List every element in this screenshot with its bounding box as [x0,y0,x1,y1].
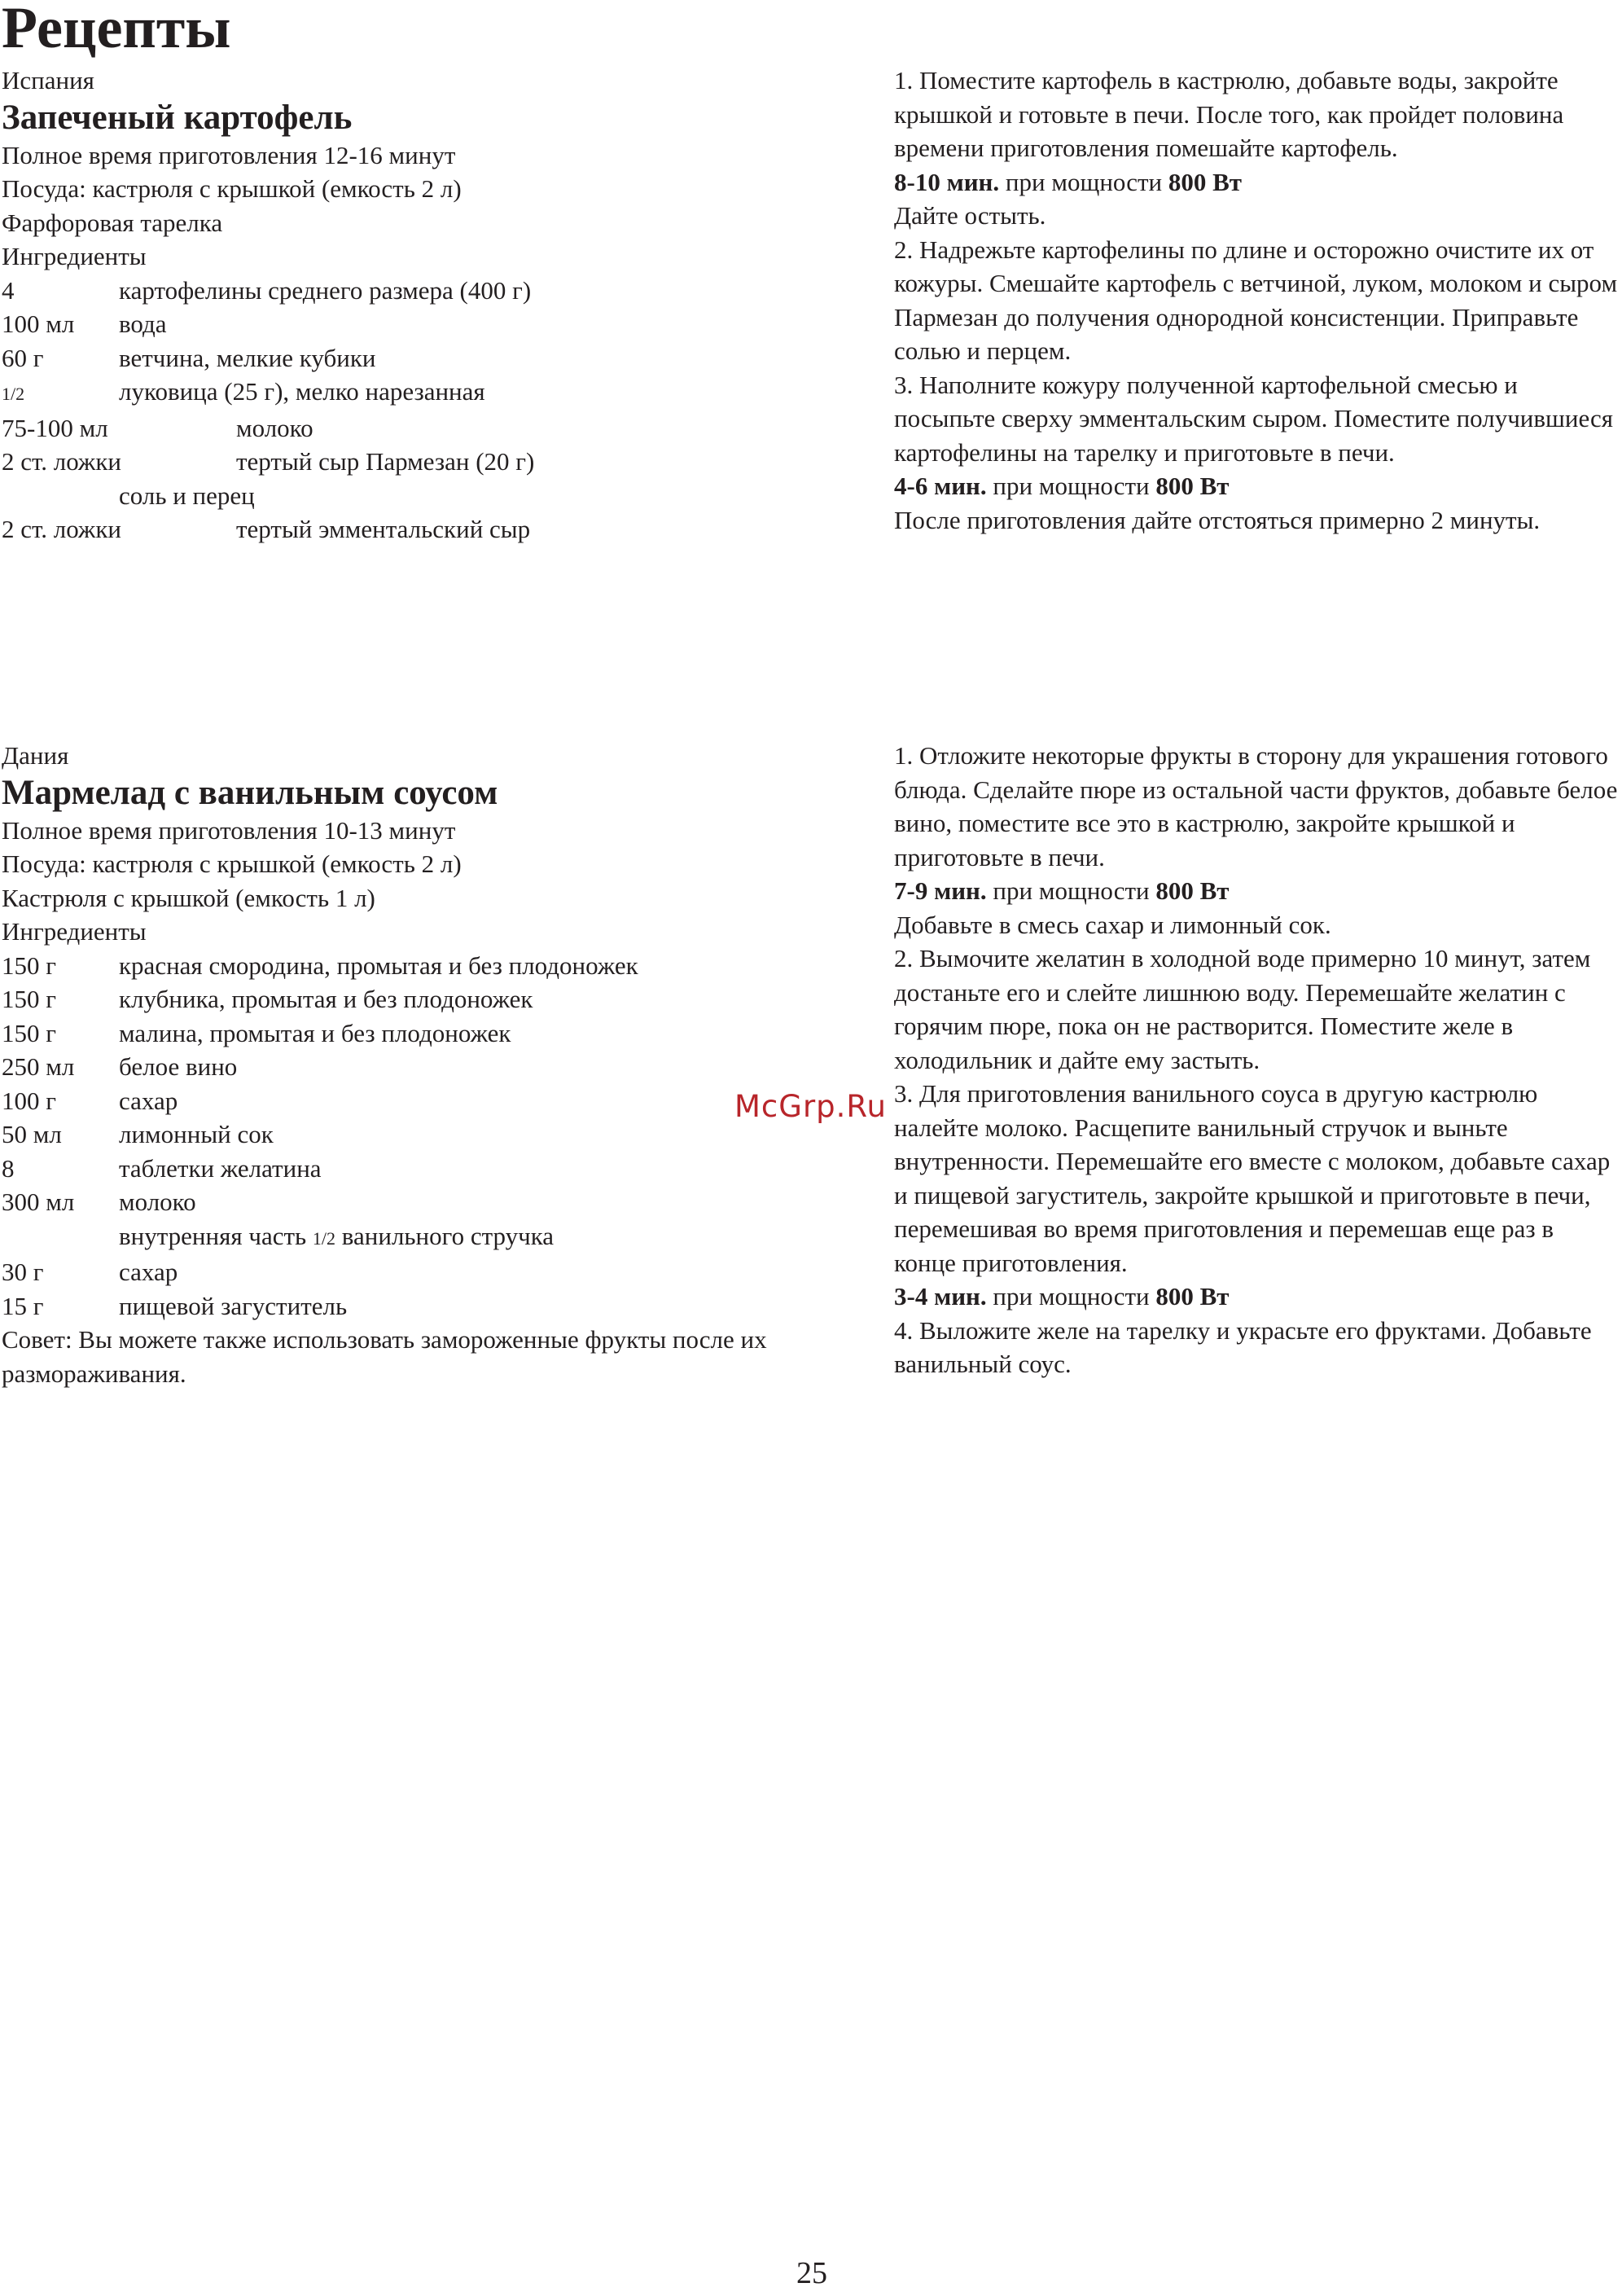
power-label: при мощности [993,876,1150,905]
step-timing [894,469,1619,503]
step-note: Дайте остыть. [894,201,1046,230]
ingredient-item: малина, промытая и без плодоножек [119,1018,511,1047]
ingredient-row [2,1152,865,1186]
ingredient-qty: 8 [2,1153,15,1183]
ingredient-qty: 30 г [2,1258,44,1286]
ingredient-item: молоко [119,1188,196,1216]
ingredient-qty: 2 ст. ложки [2,447,121,476]
ingredient-row [2,1255,865,1289]
page-title: Рецепты [2,0,231,60]
ingredient-row [2,512,865,547]
ingredient-item: красная смородина, промытая и без плодоножек [119,950,638,980]
step-power: 800 Вт [1155,876,1230,905]
page-number: 25 [796,2256,827,2290]
step-text: 3. Наполните кожуру полученной картофельной смесью и посыпьте сверху эмментальским сыром. Поместите получившиеся картофелины на тарелку и приготовьте в печи. [894,370,1614,467]
ingredient-item: ветчина, мелкие кубики [119,343,376,372]
step-text: 3. Для приготовления ванильного соуса в другую кастрюлю налейте молоко. Расщепите ванильный стручок и выньте внутренности. Перемешайте его вместе с молоком, добавьте сахар и пищевой загуститель, закройте крышкой и приготовьте в печи, перемешивая во время приготовления и перемешав еще раз в конце приготовления. [894,1079,1611,1277]
ingredient-item: сахар [119,1086,178,1115]
recipe-1-info [2,64,865,547]
step-timing [894,874,1619,908]
ingredient-item [119,1219,554,1256]
recipe-country: Дания [2,741,69,770]
ingredient-row [2,1185,865,1219]
ingredient-item: сахар [119,1258,178,1286]
step-text: 2. Надрежьте картофелины по длине и осторожно очистите их от кожуры. Смешайте картофель с ветчиной, луком, молоком и сыром Пармезан до получения однородной консистенции. Приправьте солью и перцем. [894,235,1618,365]
ingredients-heading: Ингредиенты [2,917,147,946]
ingredient-row [2,375,865,411]
ingredient-row [2,949,865,983]
power-label: при мощности [1005,167,1163,196]
step-power: 800 Вт [1168,167,1243,196]
ingredient-item: картофелины среднего размера (400 г) [119,275,532,305]
power-label: при мощности [993,472,1150,500]
ingredient-row [2,1289,865,1324]
step-note: Добавьте в смесь сахар и лимонный сок. [894,910,1331,939]
ingredient-qty [2,479,119,513]
step-time: 8-10 мин. [894,167,1000,196]
ingredient-item: пищевой загуститель [119,1291,348,1320]
ingredient-qty: 15 г [2,1291,44,1320]
ingredient-qty: 100 мл [2,309,75,338]
ingredient-qty: 2 ст. ложки [2,515,121,543]
ingredient-item: луковица (25 г), мелко нарезанная [119,377,485,406]
cookware: Посуда: кастрюля с крышкой (емкость 2 л) [2,174,462,203]
step-note: После приготовления дайте отстояться примерно 2 минуты. [894,505,1541,534]
ingredient-qty: 4 [2,275,15,305]
recipe-2-info [2,739,865,1390]
fraction: 1/2 [312,1227,336,1249]
ingredient-item: клубника, промытая и без плодоножек [119,985,533,1013]
step-power: 800 Вт [1155,1282,1230,1310]
ingredient-qty [2,1219,119,1256]
ingredient-qty: 250 мл [2,1052,75,1081]
ingredient-item: соль и перец [119,481,255,510]
ingredient-row [2,274,865,308]
ingredient-list [2,949,865,1324]
step-text: 2. Вымочите желатин в холодной воде примерно 10 минут, затем достаньте его и слейте лишнюю воду. Перемешайте желатин с горячим пюре, пока он не растворится. Поместите желе в холодильник и дайте ему застыть. [894,944,1591,1074]
ingredient-qty: 75-100 мл [2,413,108,442]
cookware: Кастрюля с крышкой (емкость 1 л) [2,883,375,912]
cooking-time: Полное время приготовления 12-16 минут [2,140,456,169]
step-power: 800 Вт [1155,472,1230,500]
ingredient-item-part: внутренняя часть [119,1221,307,1250]
ingredient-item: белое вино [119,1052,238,1081]
ingredient-item: вода [119,309,167,338]
recipe-title: Мармелад с ванильным соусом [2,773,498,812]
cooking-time: Полное время приготовления 10-13 минут [2,815,456,845]
recipe-title: Запеченый картофель [2,98,353,137]
ingredient-item: молоко [236,413,313,442]
ingredient-qty: 150 г [2,1018,56,1047]
step-time: 4-6 мин. [894,472,987,500]
ingredient-item: тертый сыр Пармезан (20 г) [236,447,535,476]
ingredient-list [2,274,865,547]
power-label: при мощности [993,1282,1150,1310]
ingredient-qty: 100 г [2,1086,56,1115]
ingredient-row [2,479,865,513]
ingredient-qty [2,375,119,411]
ingredient-item: тертый эмментальский сыр [236,515,531,543]
ingredient-row [2,982,865,1016]
step-text: 1. Отложите некоторые фрукты в сторону для украшения готового блюда. Сделайте пюре из остальной части фруктов, добавьте белое вино, поместите все это в кастрюлю, закройте крышкой и приготовьте в печи. [894,741,1618,871]
ingredient-qty: 60 г [2,343,44,372]
ingredient-row [2,341,865,375]
step-timing [894,165,1619,200]
ingredient-item: таблетки желатина [119,1153,322,1183]
recipe-1-steps [894,64,1619,537]
ingredient-qty: 300 мл [2,1188,75,1216]
ingredient-row [2,1016,865,1051]
recipe-country: Испания [2,66,94,94]
ingredient-row [2,411,865,446]
step-time: 3-4 мин. [894,1282,987,1310]
watermark: McGrp.Ru [734,1089,887,1124]
step-time: 7-9 мин. [894,876,987,905]
ingredient-qty: 150 г [2,985,56,1013]
ingredient-row [2,1219,865,1256]
ingredient-qty: 50 мл [2,1120,62,1148]
ingredient-row [2,307,865,341]
recipe-2-steps [894,739,1619,1381]
ingredient-row [2,445,865,479]
ingredient-item-part: ванильного стручка [341,1221,555,1250]
ingredients-heading: Ингредиенты [2,242,147,270]
ingredient-row [2,1050,865,1084]
ingredient-qty: 150 г [2,950,56,980]
ingredient-item: лимонный сок [119,1120,274,1148]
recipe-tip: Совет: Вы можете также использовать замороженные фрукты после их размораживания. [2,1325,767,1388]
step-timing [894,1280,1619,1314]
step-text: 1. Поместите картофель в кастрюлю, добавьте воды, закройте крышкой и готовьте в печи. После того, как пройдет половина времени приготовления помешайте картофель. [894,66,1564,162]
cookware: Фарфоровая тарелка [2,208,223,237]
step-text: 4. Выложите желе на тарелку и украсьте его фруктами. Добавьте ванильный соус. [894,1315,1592,1378]
cookware: Посуда: кастрюля с крышкой (емкость 2 л) [2,849,462,878]
fraction: 1/2 [2,384,25,404]
